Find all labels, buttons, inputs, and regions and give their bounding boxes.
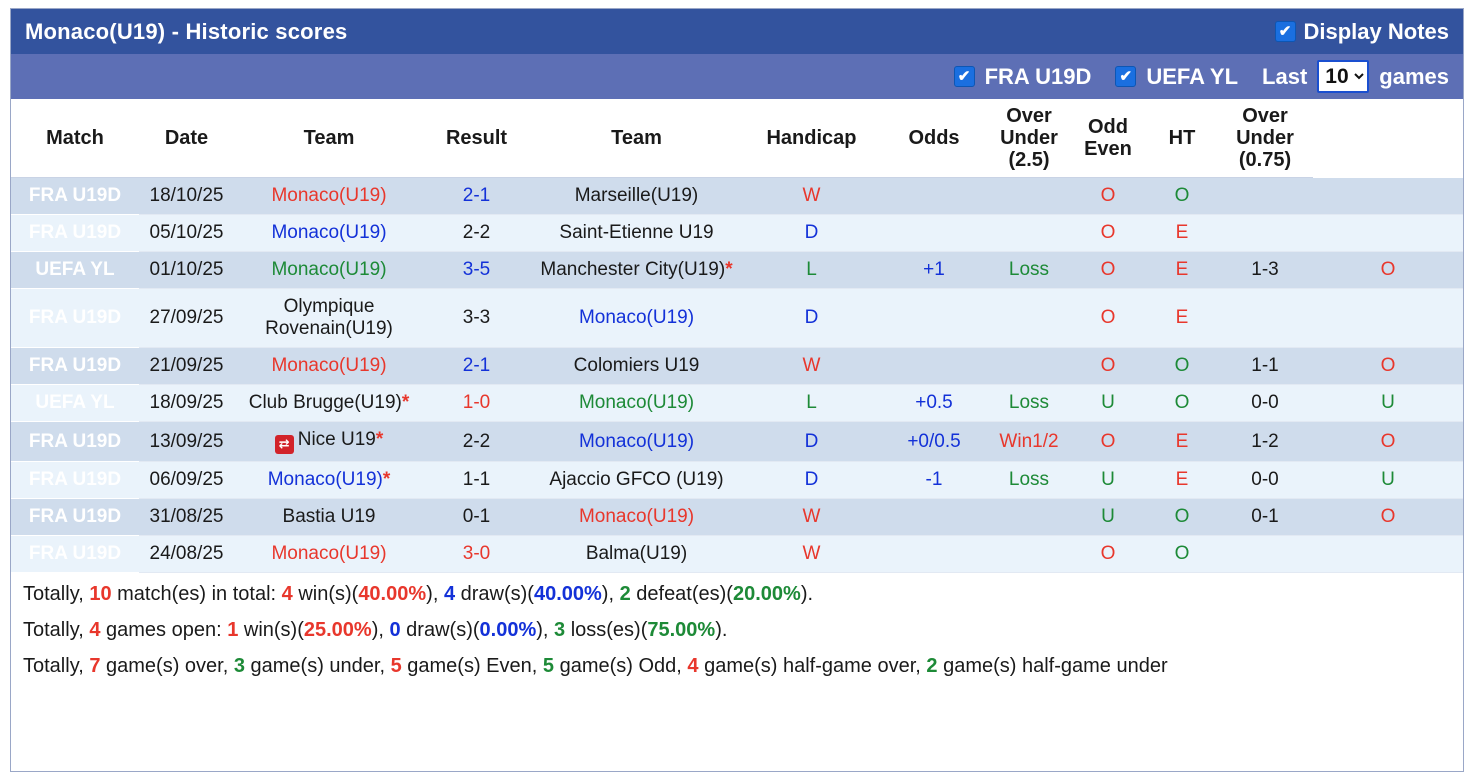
summary1-wins: 4 (281, 583, 293, 605)
table-row[interactable] (11, 536, 1463, 573)
odd-even: O (1147, 385, 1217, 422)
league-badge[interactable]: FRA U19D (11, 215, 139, 252)
odd-even: E (1147, 252, 1217, 289)
summary1-defeats-word: defeat(es)( (630, 583, 733, 605)
summary3-over-word: game(s) over, (100, 655, 234, 677)
column-header-10[interactable]: Over Under (0.75) (1217, 99, 1313, 178)
odds-value (989, 499, 1069, 536)
handicap-value (879, 178, 989, 215)
handicap-value (879, 215, 989, 252)
result-indicator: W (744, 536, 879, 573)
odd-even: O (1147, 499, 1217, 536)
match-result[interactable]: 3-5 (424, 252, 529, 289)
odd-even: E (1147, 289, 1217, 348)
table-row[interactable] (11, 252, 1463, 289)
league-badge[interactable]: UEFA YL (11, 385, 139, 422)
summary3-under: 3 (233, 655, 245, 677)
summary3-under-word: game(s) under, (244, 655, 391, 677)
summary3-odd: 5 (542, 655, 555, 677)
match-result[interactable]: 3-3 (424, 289, 529, 348)
summary2-draws: 0 (389, 619, 401, 641)
summary2-total: 4 (89, 619, 101, 641)
away-team[interactable]: Manchester City(U19)* (529, 252, 744, 289)
over-under-25: U (1069, 462, 1147, 499)
column-header-0[interactable]: Match (11, 99, 139, 178)
over-under-075: O (1313, 422, 1463, 462)
summary-section (11, 573, 1463, 682)
league-badge[interactable]: FRA U19D (11, 178, 139, 215)
half-time-score: 0-1 (1217, 499, 1313, 536)
summary1-defeats-pct: 20.00% (732, 583, 801, 605)
filter-bar (11, 54, 1463, 99)
match-result[interactable]: 0-1 (424, 499, 529, 536)
odd-even: E (1147, 422, 1217, 462)
summary2-losses-pct: 75.00% (647, 619, 716, 641)
match-result[interactable]: 3-0 (424, 536, 529, 573)
odds-value (989, 536, 1069, 573)
match-date: 31/08/25 (139, 499, 234, 536)
away-team[interactable]: Ajaccio GFCO (U19) (529, 462, 744, 499)
historic-scores-panel (10, 8, 1464, 772)
over-under-25: O (1069, 422, 1147, 462)
match-date: 01/10/25 (139, 252, 234, 289)
games-count-select[interactable] (1317, 60, 1369, 93)
odds-value (989, 289, 1069, 348)
league-badge[interactable]: FRA U19D (11, 348, 139, 385)
over-under-25: O (1069, 289, 1147, 348)
match-date: 13/09/25 (139, 422, 234, 462)
note-star-icon: * (401, 392, 410, 413)
league-badge[interactable]: FRA U19D (11, 536, 139, 573)
summary1-prefix: Totally, (23, 583, 90, 605)
away-team[interactable]: Balma(U19) (529, 536, 744, 573)
note-star-icon: * (725, 259, 733, 280)
summary2-mid1: games open: (100, 619, 228, 641)
home-team[interactable]: Club Brugge(U19)* (234, 385, 424, 422)
note-star-icon: * (375, 429, 384, 450)
match-date: 06/09/25 (139, 462, 234, 499)
over-under-25: U (1069, 385, 1147, 422)
table-row[interactable] (11, 462, 1463, 499)
summary1-mid3: ), (601, 583, 620, 605)
summary2-suffix: ). (715, 619, 728, 641)
match-result[interactable]: 1-1 (424, 462, 529, 499)
summary3-prefix: Totally, (23, 655, 90, 677)
handicap-value: +0/0.5 (879, 422, 989, 462)
summary2-prefix: Totally, (23, 619, 90, 641)
handicap-value: -1 (879, 462, 989, 499)
away-team[interactable]: Monaco(U19) (529, 385, 744, 422)
summary2-mid3: ), (536, 619, 555, 641)
table-row[interactable] (11, 178, 1463, 215)
result-indicator: D (744, 215, 879, 252)
home-team[interactable]: Monaco(U19) (234, 215, 424, 252)
summary2-losses: 3 (554, 619, 566, 641)
away-team[interactable]: Monaco(U19) (529, 289, 744, 348)
result-indicator: W (744, 178, 879, 215)
table-body (11, 178, 1463, 573)
summary3-odd-word: game(s) Odd, (554, 655, 688, 677)
match-date: 24/08/25 (139, 536, 234, 573)
summary2-draws-pct: 0.00% (479, 619, 537, 641)
away-team[interactable]: Marseille(U19) (529, 178, 744, 215)
display-notes-label: Display Notes (1303, 18, 1449, 44)
match-date: 21/09/25 (139, 348, 234, 385)
league-badge[interactable]: FRA U19D (11, 462, 139, 499)
over-under-075: U (1313, 385, 1463, 422)
summary2-draws-word: draw(s)( (400, 619, 480, 641)
filter-uefa-yl-checkbox[interactable]: ✔ (1115, 66, 1136, 87)
home-team[interactable]: Monaco(U19) (234, 178, 424, 215)
half-time-score: 0-0 (1217, 462, 1313, 499)
filter-fra-u19d-label: FRA U19D (984, 63, 1092, 89)
column-header-4[interactable]: Team (529, 99, 744, 178)
odd-even: E (1147, 462, 1217, 499)
match-result[interactable]: 2-2 (424, 422, 529, 462)
over-under-25: U (1069, 499, 1147, 536)
page-title: Monaco(U19) - Historic scores (25, 18, 348, 44)
result-indicator: D (744, 289, 879, 348)
result-indicator: W (744, 499, 879, 536)
over-under-25: O (1069, 252, 1147, 289)
home-team[interactable]: Olympique Rovenain(U19) (234, 289, 424, 348)
match-date: 18/09/25 (139, 385, 234, 422)
over-under-25: O (1069, 536, 1147, 573)
summary1-suffix: ). (800, 583, 814, 605)
handicap-value (879, 536, 989, 573)
handicap-value (879, 289, 989, 348)
table-head (11, 99, 1463, 178)
match-result[interactable]: 2-1 (424, 178, 529, 215)
summary3-half-under: 2 (926, 655, 938, 677)
note-star-icon: * (382, 469, 391, 490)
home-team[interactable]: Monaco(U19)* (234, 462, 424, 499)
display-notes-control[interactable] (1275, 19, 1450, 45)
result-indicator: L (744, 252, 879, 289)
summary1-defeats: 2 (619, 583, 631, 605)
odd-even: O (1147, 178, 1217, 215)
over-under-075: O (1313, 499, 1463, 536)
filter-uefa-yl-label: UEFA YL (1146, 63, 1239, 89)
column-header-6[interactable]: Odds (879, 99, 989, 178)
summary3-half-over: 4 (687, 655, 699, 677)
summary1-mid2: ), (426, 583, 444, 605)
column-header-8[interactable]: Odd Even (1069, 99, 1147, 178)
column-header-2[interactable]: Team (234, 99, 424, 178)
home-team[interactable]: ⇄ Nice U19* (234, 422, 424, 462)
summary3-half-over-word: game(s) half-game over, (698, 655, 927, 677)
column-header-7[interactable]: Over Under (2.5) (989, 99, 1069, 178)
summary1-total: 10 (89, 583, 112, 605)
match-result[interactable]: 2-1 (424, 348, 529, 385)
half-time-score: 1-2 (1217, 422, 1313, 462)
summary1-draws-word: draw(s)( (455, 583, 534, 605)
half-time-score: 1-3 (1217, 252, 1313, 289)
over-under-25: O (1069, 348, 1147, 385)
summary1-draws: 4 (443, 583, 456, 605)
table-row[interactable] (11, 385, 1463, 422)
summary2-wins-word: win(s)( (238, 619, 304, 641)
half-time-score: 1-1 (1217, 348, 1313, 385)
odds-value: Loss (989, 385, 1069, 422)
over-under-075 (1313, 289, 1463, 348)
half-time-score (1217, 215, 1313, 252)
match-date: 18/10/25 (139, 178, 234, 215)
over-under-075 (1313, 536, 1463, 573)
over-under-075: O (1313, 348, 1463, 385)
summary2-wins-pct: 25.00% (303, 619, 372, 641)
historic-scores-table (11, 99, 1463, 573)
half-time-score: 0-0 (1217, 385, 1313, 422)
result-indicator: L (744, 385, 879, 422)
display-notes-checkbox[interactable]: ✔ (1275, 21, 1296, 42)
summary-line-1 (23, 583, 1451, 606)
handicap-value: +1 (879, 252, 989, 289)
league-badge[interactable]: FRA U19D (11, 422, 139, 462)
filter-fra-u19d-checkbox[interactable]: ✔ (954, 66, 975, 87)
result-indicator: D (744, 462, 879, 499)
last-label: Last (1262, 63, 1308, 89)
summary3-even-word: game(s) Even, (401, 655, 543, 677)
summary3-over: 7 (89, 655, 101, 677)
away-team[interactable]: Saint-Etienne U19 (529, 215, 744, 252)
column-header-3[interactable]: Result (424, 99, 529, 178)
summary1-wins-word: win(s)( (292, 583, 359, 605)
card-icon: ⇄ (275, 435, 294, 454)
summary1-wins-pct: 40.00% (358, 583, 427, 605)
match-result[interactable]: 1-0 (424, 385, 529, 422)
table-header-row (11, 99, 1463, 178)
home-team[interactable]: Monaco(U19) (234, 536, 424, 573)
match-result[interactable]: 2-2 (424, 215, 529, 252)
over-under-075 (1313, 215, 1463, 252)
away-team[interactable]: Monaco(U19) (529, 499, 744, 536)
half-time-score (1217, 536, 1313, 573)
odd-even: O (1147, 536, 1217, 573)
handicap-value: +0.5 (879, 385, 989, 422)
over-under-25: O (1069, 215, 1147, 252)
home-team[interactable]: Monaco(U19) (234, 252, 424, 289)
panel-titlebar (11, 9, 1463, 54)
half-time-score (1217, 178, 1313, 215)
match-date: 05/10/25 (139, 215, 234, 252)
games-label: games (1379, 63, 1449, 89)
home-team[interactable]: Bastia U19 (234, 499, 424, 536)
over-under-075: O (1313, 252, 1463, 289)
over-under-25: O (1069, 178, 1147, 215)
league-badge[interactable]: UEFA YL (11, 252, 139, 289)
summary1-draws-pct: 40.00% (533, 583, 602, 605)
table-row[interactable] (11, 215, 1463, 252)
odds-value: Loss (989, 462, 1069, 499)
away-team[interactable]: Colomiers U19 (529, 348, 744, 385)
summary3-half-under-word: game(s) half-game under (937, 655, 1168, 677)
summary2-mid2: ), (371, 619, 390, 641)
league-badge[interactable]: FRA U19D (11, 499, 139, 536)
odds-value: Loss (989, 252, 1069, 289)
summary2-losses-word: loss(es)( (565, 619, 648, 641)
home-team[interactable]: Monaco(U19) (234, 348, 424, 385)
column-header-5[interactable]: Handicap (744, 99, 879, 178)
over-under-075: U (1313, 462, 1463, 499)
summary3-even: 5 (390, 655, 402, 677)
summary-line-2 (23, 619, 1451, 642)
odds-value (989, 215, 1069, 252)
column-header-1[interactable]: Date (139, 99, 234, 178)
half-time-score (1217, 289, 1313, 348)
odds-value: Win1/2 (989, 422, 1069, 462)
league-badge[interactable]: FRA U19D (11, 289, 139, 348)
match-date: 27/09/25 (139, 289, 234, 348)
handicap-value (879, 499, 989, 536)
table-row[interactable] (11, 348, 1463, 385)
result-indicator: W (744, 348, 879, 385)
summary1-mid1: match(es) in total: (111, 583, 282, 605)
table-row[interactable] (11, 289, 1463, 348)
result-indicator: D (744, 422, 879, 462)
summary2-wins: 1 (227, 619, 239, 641)
table-row[interactable] (11, 499, 1463, 536)
odd-even: O (1147, 348, 1217, 385)
away-team[interactable]: Monaco(U19) (529, 422, 744, 462)
odd-even: E (1147, 215, 1217, 252)
handicap-value (879, 348, 989, 385)
column-header-9[interactable]: HT (1147, 99, 1217, 178)
over-under-075 (1313, 178, 1463, 215)
odds-value (989, 178, 1069, 215)
summary-line-3 (23, 655, 1451, 678)
table-row[interactable] (11, 422, 1463, 462)
odds-value (989, 348, 1069, 385)
